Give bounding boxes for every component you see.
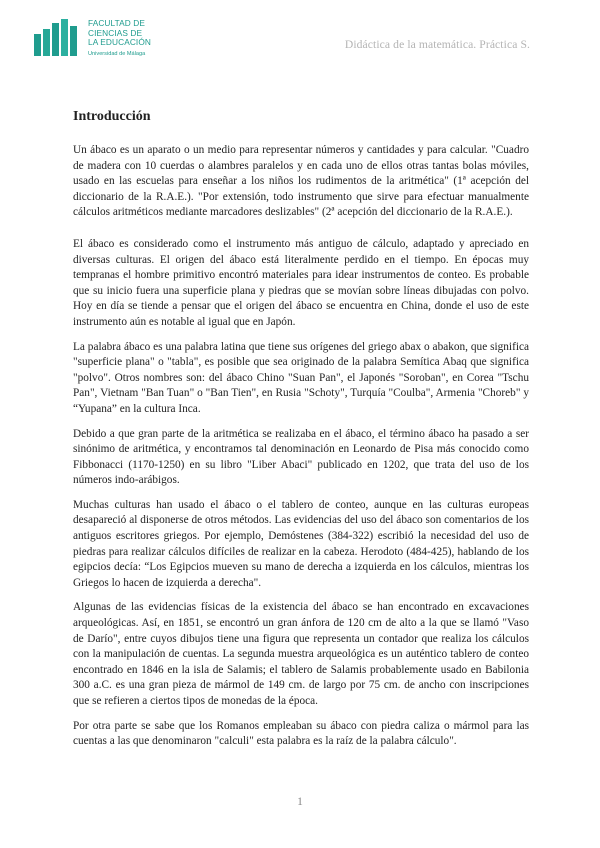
paragraph: Un ábaco es un aparato o un medio para representar números y cantidades y para calcular. "Cuadro de madera con 10 cuerdas o alambres paralelos y en cada uno de ellos otras tantas bolas móviles, usado en las escuelas para enseñar a los niños los rudimentos de la aritmética" (1ª acepción del diccionario de la R.A.E.). "Por extensión, todo instrumento que sirve para efectuar manualmente cálculos aritméticos mediante marcadores deslizables" (2ª acepción del diccionario de la R.A.E.).: [73, 144, 529, 219]
paragraph: La palabra ábaco es una palabra latina que tiene sus orígenes del griego abax o abakon, que significa "superficie plana" o "tabla", es posible que sea originado de la palabra Semítica Abaq que significa "polvo". Otros nombres son: del ábaco Chino "Suan Pan", el Japonés "Soroban", en Corea "Tschu Pan", Vietnam "Ban Tuan" o "Ban Tien", en Rusia "Schoty", Turquía "Coulba", Armenia "Choreb" y “Yupana” en la cultura Inca.: [73, 340, 529, 415]
faculty-logo: [34, 19, 194, 63]
paragraph: Muchas culturas han usado el ábaco o el tablero de conteo, aunque en las culturas europeas desapareció al disponerse de otros métodos. Las evidencias del uso del ábaco son comentarios de los antiguos escritores griegos. Por ejemplo, Demóstenes (384-322) escribió la necesidad del uso de piedras para realizar cálculos difíciles de realizar en la cabeza. Herodoto (484-425), hablando de los egipcios decía: “Los Egipcios mueven su mano de derecha a izquierda en los cálculos, mientras los Griegos lo hacen de izquierda a derecha".: [73, 498, 529, 589]
page-header: [0, 0, 600, 70]
paragraph: El ábaco es considerado como el instrumento más antiguo de cálculo, adaptado y apreciado en diversas culturas. El origen del ábaco está literalmente perdido en el tiempo. En épocas muy tempranas el hombre primitivo encontró materiales para idear instrumentos de conteo. Es probable que su inicio fuera una superficie plana y piedras que se movían sobre líneas dibujadas con polvo. Hoy en día se tiende a pensar que el origen del ábaco se encuentra en China, donde el uso de este instrumento aún es notable al igual que en Japón.: [73, 237, 529, 328]
document-body: [73, 108, 529, 759]
logo-text: [88, 19, 151, 58]
logo-subtitle: Universidad de Málaga: [88, 50, 146, 57]
logo-line-1: FACULTAD DE: [88, 18, 146, 28]
section-heading: Introducción: [73, 109, 151, 124]
logo-line-3: LA EDUCACIÓN: [88, 37, 151, 48]
logo-bars-icon: [34, 19, 84, 57]
paragraph: Debido a que gran parte de la aritmética se realizaba en el ábaco, el término ábaco ha pasado a ser sinónimo de aritmética, y encontramos tal denominación en Leonardo de Pisa más conocido como Fibbonacci (1170-1250) en su libro "Liber Abaci" publicado en 1202, que trata del uso de los números indo-arábigos.: [73, 427, 529, 487]
paragraph: Algunas de las evidencias físicas de la existencia del ábaco se han encontrado en excavaciones arqueológicas. Así, en 1851, se encontró un gran ánfora de 120 cm de alto a la que se llamó "Vaso de Darío", entre cuyos dibujos tiene una figura que representa un contador que realiza los cálculos con la manipulación de cuentas. La segunda muestra arqueológica es un auténtico tablero de conteo encontrado en 1846 en la isla de Salamis; el tablero de Salamis probablemente usado en Babilonia 300 a.C. es una gran pieza de mármol de 149 cm. de largo por 75 cm. de ancho con inscripciones que se refieren a ciertos tipos de monedas de la época.: [73, 601, 529, 707]
page-number: 1: [297, 796, 303, 808]
document-title: Didáctica de la matemática. Práctica S.: [344, 38, 530, 51]
logo-line-2: CIENCIAS DE: [88, 27, 143, 38]
paragraph: Por otra parte se sabe que los Romanos empleaban su ábaco con piedra caliza o mármol para las cuentas a las que denominaron "calculi" esta palabra es la raíz de la palabra cálculo".: [73, 719, 529, 748]
